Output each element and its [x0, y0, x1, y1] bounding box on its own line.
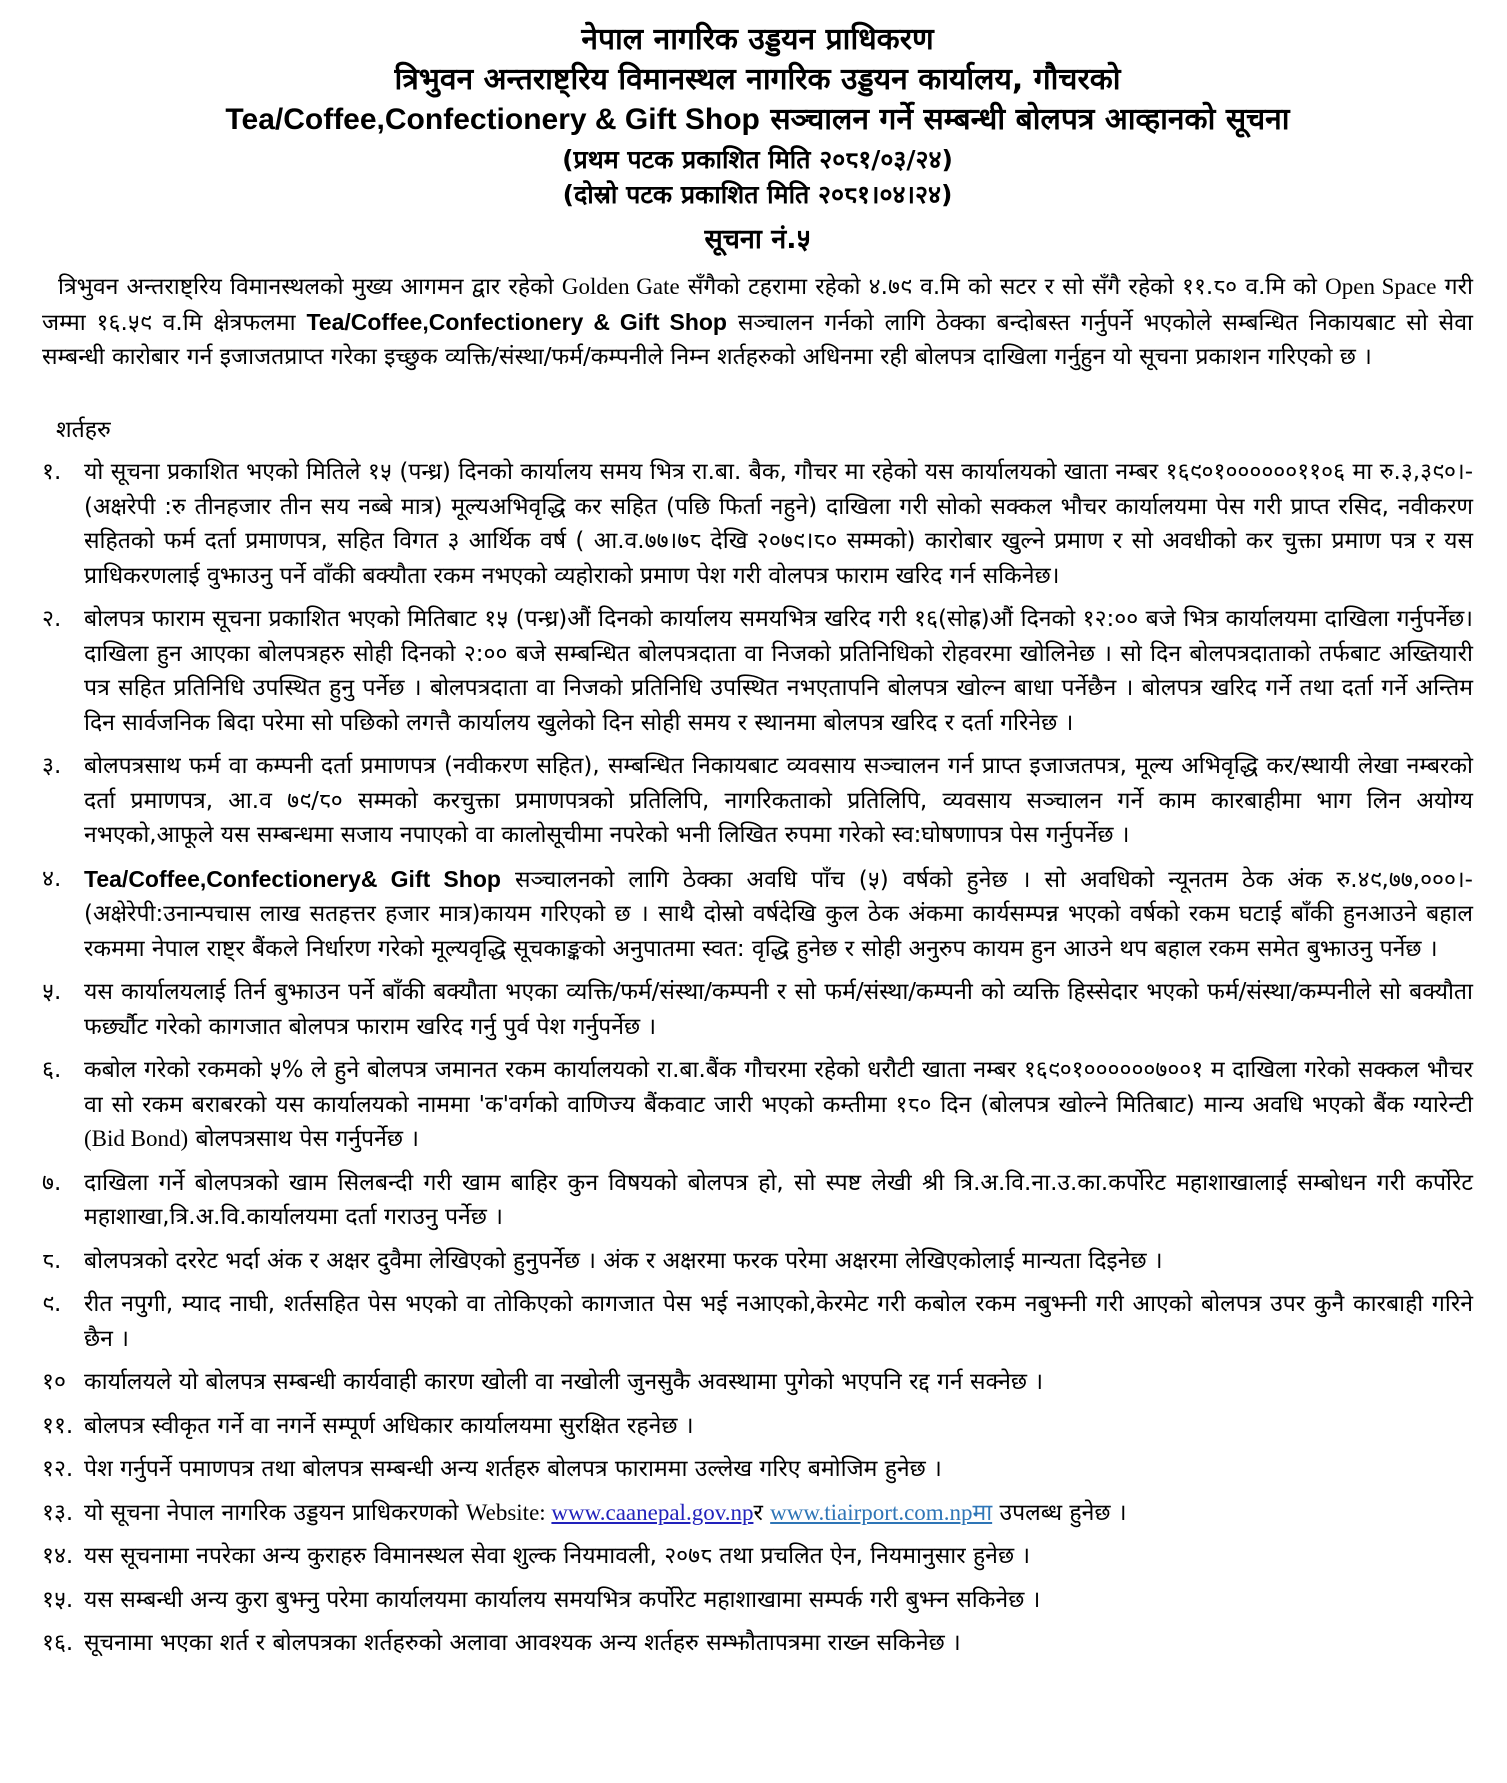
second-publication-date: (दोस्रो पटक प्रकाशित मिति २०८१।०४।२४)	[562, 179, 953, 209]
term-item	[42, 1287, 1473, 1356]
term-item	[42, 1452, 1473, 1487]
notice-title	[42, 99, 1473, 142]
term-number: १३.	[42, 1499, 74, 1526]
text-segment: Tea/Coffee,Confectionery & Gift Shop	[306, 308, 727, 335]
term-number: १२.	[42, 1456, 74, 1483]
text-segment: दाखिला गर्ने बोलपत्रको खाम सिलबन्दी गरी खाम बाहिर कुन विषयको बोलपत्र हो, सो स्पष्ट लेखी श्री त्रि.अ.वि.ना.उ.का.कर्पोरेट महाशाखालाई सम्बोधन गरी कर्पोरेट महाशाखा,त्रि.अ.वि.कार्यालयमा दर्ता गराउनु पर्नेछ ।	[84, 1169, 1473, 1231]
term-number: ७.	[42, 1169, 62, 1196]
term-item	[42, 1496, 1473, 1531]
text-segment: Tea/Coffee,Confectionery& Gift Shop	[84, 865, 501, 892]
term-item	[42, 455, 1473, 593]
term-text	[84, 1496, 1473, 1531]
text-segment: Golden Gate	[561, 274, 680, 300]
text-segment: बोलपत्रसाथ पेस गर्नुपर्नेछ ।	[188, 1126, 420, 1153]
term-item	[42, 1539, 1473, 1574]
caanepal-link[interactable]: www.caanepal.gov.np	[551, 1499, 754, 1525]
notice-title-english: Tea/Coffee,Confectionery & Gift Shop	[225, 103, 760, 137]
text-segment: यो सूचना नेपाल नागरिक उड्डयन प्राधिकरणको	[84, 1499, 466, 1526]
term-text	[84, 602, 1473, 740]
term-item	[42, 1626, 1473, 1661]
term-text	[84, 1583, 1473, 1618]
text-segment: त्रिभुवन अन्तराष्ट्रिय विमानस्थलको मुख्य आगमन द्वार रहेको	[58, 274, 562, 301]
terms-list	[42, 455, 1473, 1661]
office-name: त्रिभुवन अन्तराष्ट्रिय विमानस्थल नागरिक उड्डयन कार्यालय, गौचरको	[394, 61, 1121, 97]
term-text	[84, 455, 1473, 593]
text-segment: कार्यालयले यो बोलपत्र सम्बन्धी कार्यवाही कारण खोली वा नखोली जुनसुकै अवस्थामा पुगेको भएपनि रद्द गर्न सक्नेछ ।	[84, 1369, 1044, 1396]
intro-paragraph	[42, 270, 1473, 375]
text-segment: Open Space	[1325, 274, 1437, 300]
term-text	[84, 1365, 1473, 1400]
term-text	[84, 1626, 1473, 1661]
text-segment: सञ्चालनको लागि ठेक्का अवधि पाँच (५) वर्षको हुनेछ । सो अवधिको न्यूनतम ठेक अंक रु.४९,७७,०००।-(अक्षेरेपी:उनान्पचास लाख सतहत्तर हजार मात्र)कायम गरिएको छ । साथै दोस्रो वर्षदेखि कुल ठेक अंकमा कार्यसम्पन्न भएको वर्षको रकम घटाई बाँकी हुनआउने बहाल रकममा नेपाल राष्ट्र बैंकले निर्धारण गरेको मूल्यवृद्धि सूचकाङ्कको अनुपातमा स्वत: वृद्धि हुनेछ र सोही अनुरुप कायम हुन आउने थप बहाल रकम समेत बुझाउनु पर्नेछ ।	[84, 866, 1473, 962]
terms-heading: शर्तहरु	[56, 416, 111, 443]
text-segment: Website:	[465, 1499, 552, 1525]
term-number: ४.	[42, 865, 62, 892]
term-number: २.	[42, 606, 62, 633]
term-text	[84, 1166, 1473, 1235]
first-publication-date: (प्रथम पटक प्रकाशित मिति २०८१/०३/२४)	[562, 144, 953, 174]
term-number: १.	[42, 459, 62, 486]
term-text	[84, 1452, 1473, 1487]
notice-number: सूचना नं.५	[704, 223, 811, 255]
text-segment: बोलपत्रसाथ फर्म वा कम्पनी दर्ता प्रमाणपत्र (नवीकरण सहित), सम्बन्धित निकायबाट व्यवसाय सञ्चालन गर्न प्राप्त इजाजतपत्र, मूल्य अभिवृद्धि कर/स्थायी लेखा नम्बरको दर्ता प्रमाणपत्र, आ.व ७९/८० सम्मको करचुक्ता प्रमाणपत्रको प्रतिलिपि, नागरिकताको प्रतिलिपि, व्यवसाय सञ्चालन गर्ने काम कारबाहीमा भाग लिन अयोग्य नभएको,आफूले यस सम्बन्धमा सजाय नपाएको वा कालोसूचीमा नपरेको भनी लिखित रुपमा गरेको स्व:घोषणापत्र पेस गर्नुपर्नेछ ।	[84, 753, 1473, 849]
term-item	[42, 1365, 1473, 1400]
text-segment: यस सूचनामा नपरेका अन्य कुराहरु विमानस्थल सेवा शुल्क नियमावली, २०७८ तथा प्रचलित ऐन, नियमानुसार हुनेछ ।	[84, 1543, 1031, 1570]
text-segment: र	[753, 1499, 771, 1526]
term-item	[42, 1053, 1473, 1157]
text-segment: यस कार्यालयलाई तिर्न बुझाउन पर्ने बाँकी बक्यौता भएका व्यक्ति/फर्म/संस्था/कम्पनी र सो फर्म/संस्था/कम्पनी को व्यक्ति हिस्सेदार भएको फर्म/संस्था/कम्पनीले सो बक्यौता फर्छ्यौट गरेको कागजात बोलपत्र फाराम खरिद गर्नु पुर्व पेश गर्नुपर्नेछ ।	[84, 979, 1473, 1040]
text-segment: गरी जम्मा १६.५९ व.मि क्षेत्रफलमा	[42, 274, 1473, 336]
term-text	[84, 862, 1473, 967]
text-segment: रीत नपुगी, म्याद नाघी, शर्तसहित पेस भएको वा तोकिएको कागजात पेस भई नआएको,केरमेट गरी कबोल रकम नबुझ्नी गरी आएको बोलपत्र उपर कुनै कारबाही गरिने छैन ।	[84, 1291, 1473, 1352]
text-segment: सञ्चालन गर्नको लागि ठेक्का बन्दोबस्त गर्नुपर्ने भएकोले सम्बन्धित निकायबाट सो सेवा सम्बन्धी कारोबार गर्न इजाजतप्राप्त गरेका इच्छुक व्यक्ति/संस्था/फर्म/कम्पनीले निम्न शर्तहरुको अधिनमा रही बोलपत्र दाखिला गर्नुहुन यो सूचना प्रकाशन गरिएको छ ।	[42, 309, 1473, 371]
term-text	[84, 1539, 1473, 1574]
text-segment: उपलब्ध हुनेछ ।	[992, 1499, 1127, 1526]
term-number: ५.	[42, 979, 62, 1006]
text-segment: (Bid Bond)	[84, 1126, 189, 1152]
term-item	[42, 1409, 1473, 1444]
term-item	[42, 749, 1473, 853]
term-text	[84, 1053, 1473, 1157]
tiairport-link[interactable]: www.tiairport.com.npमा	[770, 1499, 993, 1525]
term-item	[42, 1583, 1473, 1618]
term-number: १४.	[42, 1543, 74, 1570]
org-name: नेपाल नागरिक उड्डयन प्राधिकरण	[581, 22, 934, 57]
term-number: १०	[42, 1369, 66, 1396]
document-header	[42, 20, 1473, 260]
text-segment: पेश गर्नुपर्ने पमाणपत्र तथा बोलपत्र सम्बन्धी अन्य शर्तहरु बोलपत्र फाराममा उल्लेख गरिए बमोजिम हुनेछ ।	[84, 1456, 942, 1483]
term-item	[42, 1166, 1473, 1235]
term-item	[42, 602, 1473, 740]
term-item	[42, 862, 1473, 967]
term-text	[84, 975, 1473, 1044]
text-segment: सँगैको टहरामा रहेको ४.७९ व.मि को सटर र सो सँगै रहेको ११.८० व.मि को	[679, 274, 1326, 301]
term-number: ९.	[42, 1291, 62, 1318]
term-number: ११.	[42, 1412, 74, 1439]
term-number: ६.	[42, 1057, 62, 1084]
term-number: १६.	[42, 1630, 74, 1657]
term-text	[84, 1244, 1473, 1279]
term-item	[42, 975, 1473, 1044]
text-segment: बोलपत्र स्वीकृत गर्ने वा नगर्ने सम्पूर्ण अधिकार कार्यालयमा सुरक्षित रहनेछ ।	[84, 1412, 694, 1439]
text-segment: यो सूचना प्रकाशित भएको मितिले १५ (पन्ध्र) दिनको कार्यालय समय भित्र रा.बा. बैक, गौचर मा रहेको यस कार्यालयको खाता नम्बर १६९०१००००००११०६ मा रु.३,३९०।- (अक्षरेपी :रु तीनहजार तीन सय नब्बे मात्र) मूल्यअभिवृद्धि कर सहित (पछि फिर्ता नहुने) दाखिला गरी सोको सक्कल भौचर कार्यालयमा पेस गरी प्राप्त रसिद, नवीकरण सहितको फर्म दर्ता प्रमाणपत्र, सहित विगत ३ आर्थिक वर्ष ( आ.व.७७।७८ देखि २०७९।८० सम्मको) कारोबार खुल्ने प्रमाण र सो अवधीको कर चुक्ता प्रमाण पत्र र यस प्राधिकरणलाई वुझाउनु पर्ने वाँकी बक्यौता रकम नभएको व्यहोराको प्रमाण पेश गरी वोलपत्र फाराम खरिद गर्न सकिनेछ।	[84, 459, 1473, 589]
term-number: १५.	[42, 1586, 74, 1613]
term-text	[84, 749, 1473, 853]
text-segment: बोलपत्रको दररेट भर्दा अंक र अक्षर दुवैमा लेखिएको हुनुपर्नेछ । अंक र अक्षरमा फरक परेमा अक्षरमा लेखिएकोलाई मान्यता दिइनेछ ।	[84, 1247, 1163, 1274]
term-number: ८.	[42, 1247, 62, 1274]
term-text	[84, 1287, 1473, 1356]
text-segment: बोलपत्र फाराम सूचना प्रकाशित भएको मितिबाट १५ (पन्ध्र)औं दिनको कार्यालय समयभित्र खरिद गरी १६(सोह्र)औं दिनको १२:०० बजे भित्र कार्यालयमा दाखिला गर्नुपर्नेछ। दाखिला हुन आएका बोलपत्रहरु सोही दिनको २:०० बजे सम्बन्धित बोलपत्रदाता वा निजको प्रतिनिधिको रोहवरमा खोलिनेछ । सो दिन बोलपत्रदाताको तर्फबाट अख्तियारी पत्र सहित प्रतिनिधि उपस्थित हुनु पर्नेछ । बोलपत्रदाता वा निजको प्रतिनिधि उपस्थित नभएतापनि बोलपत्र खोल्न बाधा पर्नेछैन । बोलपत्र खरिद गर्ने तथा दर्ता गर्ने अन्तिम दिन सार्वजनिक बिदा परेमा सो पछिको लगत्तै कार्यालय खुलेको दिन सोही समय र स्थानमा बोलपत्र खरिद र दर्ता गरिनेछ ।	[84, 606, 1473, 736]
text-segment: सूचनामा भएका शर्त र बोलपत्रका शर्तहरुको अलावा आवश्यक अन्य शर्तहरु सम्झौतापत्रमा राख्न सकिनेछ ।	[84, 1630, 961, 1657]
term-text	[84, 1409, 1473, 1444]
term-item	[42, 1244, 1473, 1279]
term-number: ३.	[42, 753, 62, 780]
text-segment: यस सम्बन्धी अन्य कुरा बुझ्नु परेमा कार्यालयमा कार्यालय समयभित्र कर्पोरेट महाशाखामा सम्पर्क गरी बुझ्न सकिनेछ ।	[84, 1586, 1041, 1613]
text-segment: कबोल गरेको रकमको ५% ले हुने बोलपत्र जमानत रकम कार्यालयको रा.बा.बैंक गौचरमा रहेको धरौटी खाता नम्बर १६९०१००००००७००१ म दाखिला गरेको सक्कल भौचर वा सो रकम बराबरको यस कार्यालयको नाममा 'क'वर्गको वाणिज्य बैंकवाट जारी भएको कम्तीमा १८० दिन (बोलपत्र खोल्ने मितिबाट) मान्य अवधि भएको बैंक ग्यारेन्टी	[84, 1057, 1473, 1118]
notice-title-nepali: सञ्चालन गर्ने सम्बन्धी बोलपत्र आव्हानको सूचना	[759, 102, 1290, 138]
